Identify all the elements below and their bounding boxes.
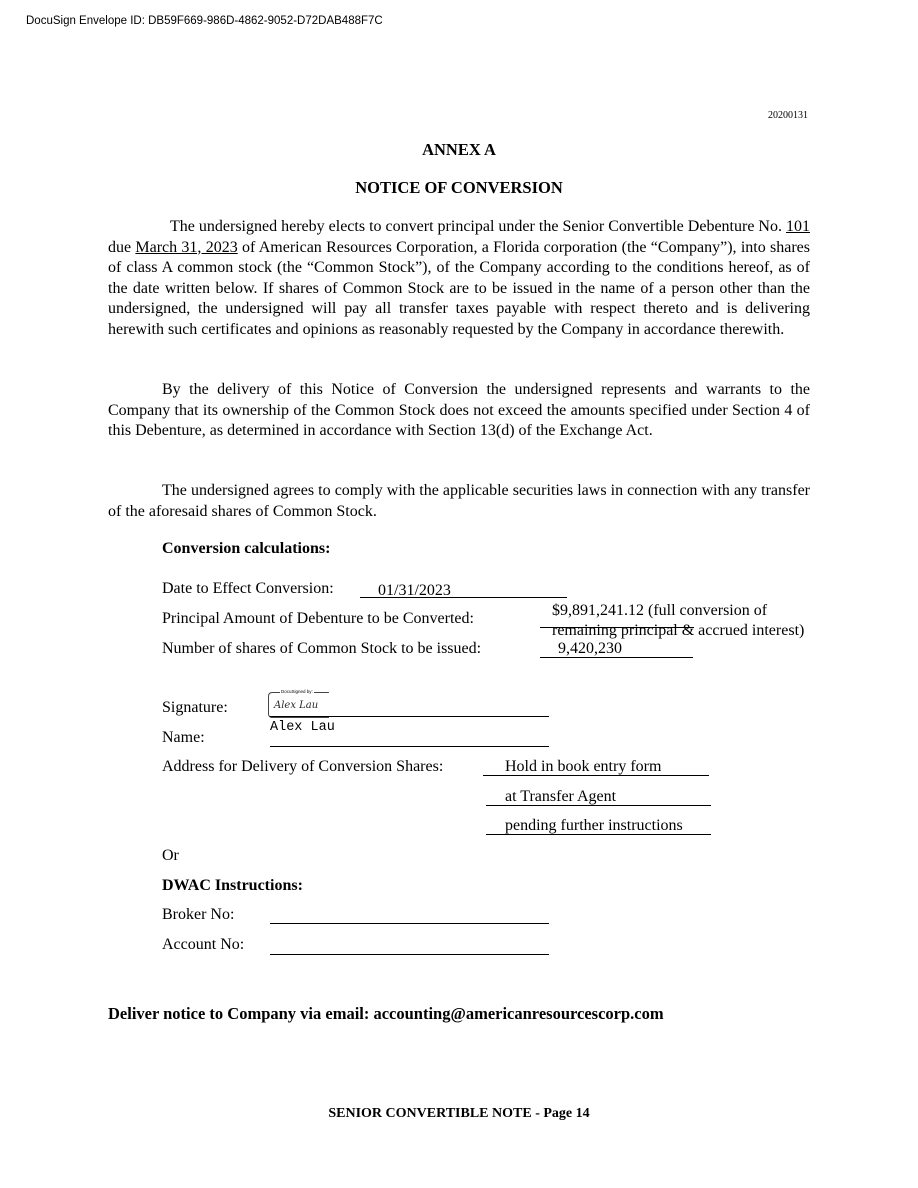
- paragraph-compliance: The undersigned agrees to comply with the applicable securities laws in connection with any transfer of the aforesaid shares of Common Stock.: [108, 482, 810, 520]
- account-number-line: [270, 954, 549, 955]
- principal-amount-value-line2: remaining principal & accrued interest): [552, 622, 805, 639]
- signature-label: Signature:: [162, 699, 228, 716]
- date-to-effect-line: [360, 597, 567, 598]
- name-label: Name:: [162, 729, 205, 746]
- paragraph-ownership: By the delivery of this Notice of Conversion the undersigned represents and warrants to the Company that its ownership of the Common Stock does not exceed the amounts specified under Section 4 of this Debenture, as determined in accordance with Section 13(d) of the Exchange Act.: [108, 381, 810, 440]
- shares-to-issue-label: Number of shares of Common Stock to be issued:: [162, 640, 482, 657]
- handwritten-signature: Alex Lau: [274, 700, 319, 711]
- dwac-heading: DWAC Instructions:: [162, 877, 303, 894]
- deliver-notice-instruction: Deliver notice to Company via email: accounting@americanresourcescorp.com: [108, 1004, 664, 1023]
- principal-amount-line: [540, 627, 694, 628]
- broker-number-label: Broker No:: [162, 906, 235, 923]
- delivery-address-rule1: [483, 775, 709, 776]
- account-number-label: Account No:: [162, 936, 245, 953]
- paragraph-conversion-election: [108, 217, 810, 341]
- due-date: March 31, 2023: [135, 238, 238, 256]
- delivery-address-rule3: [486, 834, 711, 835]
- page-footer: SENIOR CONVERTIBLE NOTE - Page 14: [328, 1106, 590, 1121]
- signature-line: [270, 716, 549, 717]
- para1-lead: The undersigned hereby elects to convert principal under the Senior Convertible Debenture No.: [170, 218, 786, 235]
- delivery-address-line3: pending further instructions: [505, 817, 683, 834]
- delivery-address-line1: Hold in book entry form: [505, 758, 662, 775]
- shares-to-issue-value: 9,420,230: [558, 640, 622, 657]
- annex-title: ANNEX A: [422, 140, 496, 159]
- para1-rest: of American Resources Corporation, a Florida corporation (the “Company”), into shares of class A common stock (the “Common Stock”), of the Company according to the conditions hereof, as of the date written below. If shares of Common Stock are to be issued in the name of a person other than the undersigned, the undersigned will pay all transfer taxes payable with respect thereto and is delivering herewith such certificates and opinions as reasonably requested by the Company in accordance therewith.: [108, 238, 810, 338]
- name-value: Alex Lau: [270, 720, 335, 735]
- document-number: 20200131: [768, 110, 808, 121]
- shares-to-issue-line: [540, 657, 693, 658]
- debenture-number: 101: [786, 218, 810, 235]
- delivery-address-label: Address for Delivery of Conversion Shares:: [162, 758, 444, 775]
- principal-amount-label: Principal Amount of Debenture to be Converted:: [162, 610, 474, 627]
- date-to-effect-value: 01/31/2023: [378, 582, 451, 599]
- date-to-effect-label: Date to Effect Conversion:: [162, 580, 334, 597]
- name-line: [270, 746, 549, 747]
- or-text: Or: [162, 847, 179, 864]
- envelope-id: DocuSign Envelope ID: DB59F669-986D-4862-9052-D72DAB488F7C: [26, 15, 383, 27]
- notice-title: NOTICE OF CONVERSION: [355, 178, 563, 197]
- delivery-address-line2: at Transfer Agent: [505, 788, 617, 805]
- para1-due: due: [108, 238, 136, 256]
- conversion-calculations-heading: Conversion calculations:: [162, 540, 331, 557]
- delivery-address-rule2: [486, 805, 711, 806]
- docusigned-caption: DocuSigned by:: [281, 689, 313, 694]
- principal-amount-value-line1: $9,891,241.12 (full conversion of: [552, 602, 768, 619]
- broker-number-line: [270, 923, 549, 924]
